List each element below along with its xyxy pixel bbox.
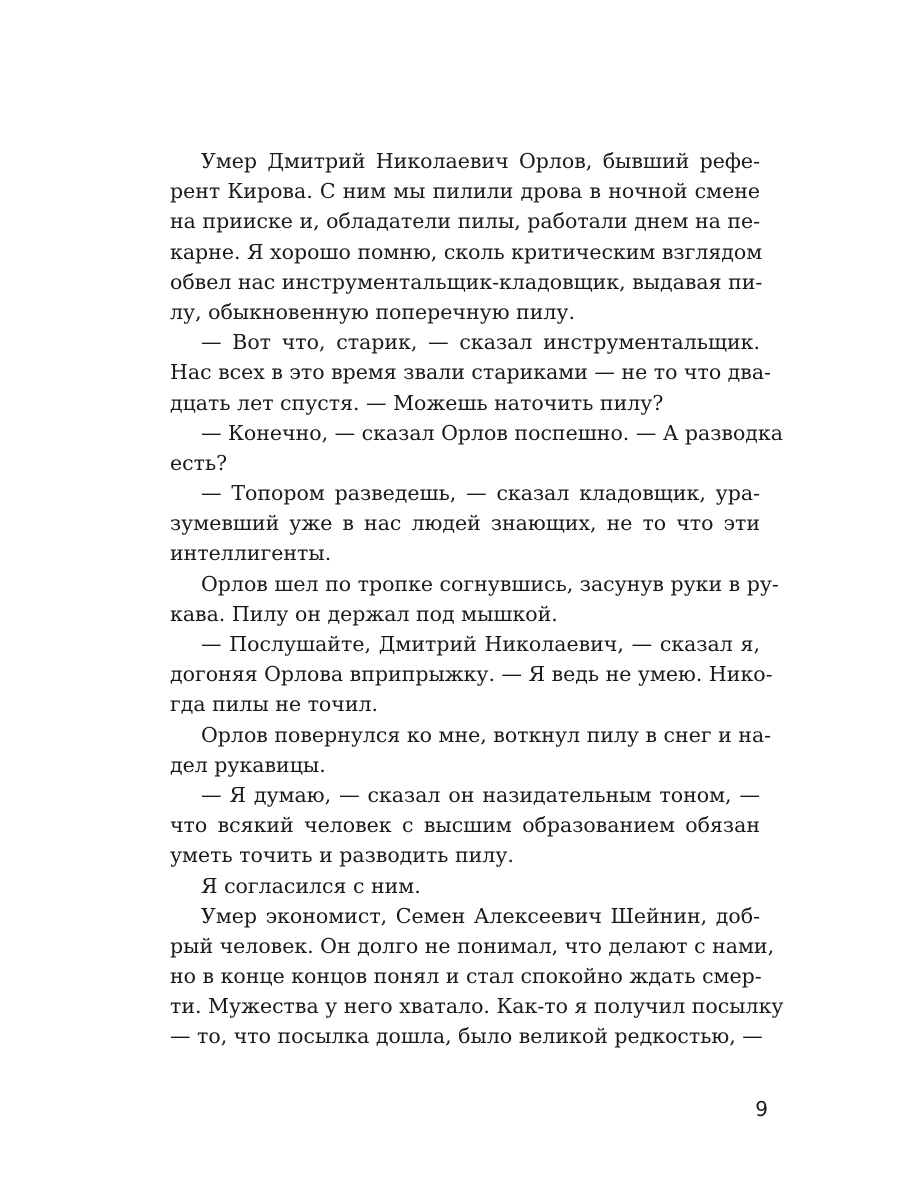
text-line: дел рукавицы. xyxy=(170,752,326,777)
body-text xyxy=(170,146,784,1052)
text-line: Умер экономист, Семен Алексеевич Шейнин, доб- xyxy=(201,903,760,928)
text-line: — Вот что, старик, — сказал инструментальщик. xyxy=(201,330,760,355)
text-line: Я согласился с ним. xyxy=(201,873,421,898)
text-line: рый человек. Он долго не понимал, что делают с нами, xyxy=(170,933,775,958)
text-line: карне. Я хорошо помню, сколь критическим взглядом xyxy=(170,239,763,264)
text-line: Орлов шел по тропке согнувшись, засунув руки в ру- xyxy=(201,571,779,596)
text-line: — Послушайте, Дмитрий Николаевич, — сказал я, xyxy=(201,632,760,656)
text-line: что всякий человек с высшим образованием обязан xyxy=(170,813,760,838)
text-line: догоняя Орлова вприпрыжку. — Я ведь не умею. Нико- xyxy=(170,662,773,687)
text-line: рент Кирова. С ним мы пилили дрова в ночной смене xyxy=(170,179,760,204)
text-line: — то, что посылка дошла, было великой редкостью, — xyxy=(170,1024,763,1049)
text-line: кава. Пилу он держал под мышкой. xyxy=(170,601,558,626)
text-line: интеллигенты. xyxy=(170,541,332,566)
text-line: лу, обыкновенную поперечную пилу. xyxy=(170,299,575,324)
text-line: уметь точить и разводить пилу. xyxy=(170,843,514,868)
text-line: — Я думаю, — сказал он назидательным тоном, — xyxy=(201,782,760,807)
page-number: 9 xyxy=(755,1097,768,1121)
text-line: зумевший уже в нас людей знающих, не то что эти xyxy=(170,511,760,536)
text-line: гда пилы не точил. xyxy=(170,692,379,717)
text-line: обвел нас инструментальщик-кладовщик, выдавая пи- xyxy=(170,269,763,294)
text-line: Умер Дмитрий Николаевич Орлов, бывший рефе- xyxy=(201,149,760,173)
text-line: дцать лет спустя. — Можешь наточить пилу? xyxy=(170,390,664,415)
text-line: Нас всех в это время звали стариками — не то что два- xyxy=(170,360,771,385)
text-line: но в конце концов понял и стал спокойно ждать смер- xyxy=(170,964,762,989)
text-line: ти. Мужества у него хватало. Как-то я получил посылку xyxy=(170,994,784,1019)
text-line: есть? xyxy=(170,450,228,475)
text-line: — Топором разведешь, — сказал кладовщик, ура- xyxy=(201,481,760,506)
text-line: на прииске и, обладатели пилы, работали днем на пе- xyxy=(170,209,761,234)
text-line: — Конечно, — сказал Орлов поспешно. — А разводка xyxy=(201,420,783,445)
text-line: Орлов повернулся ко мне, воткнул пилу в снег и на- xyxy=(201,722,772,747)
